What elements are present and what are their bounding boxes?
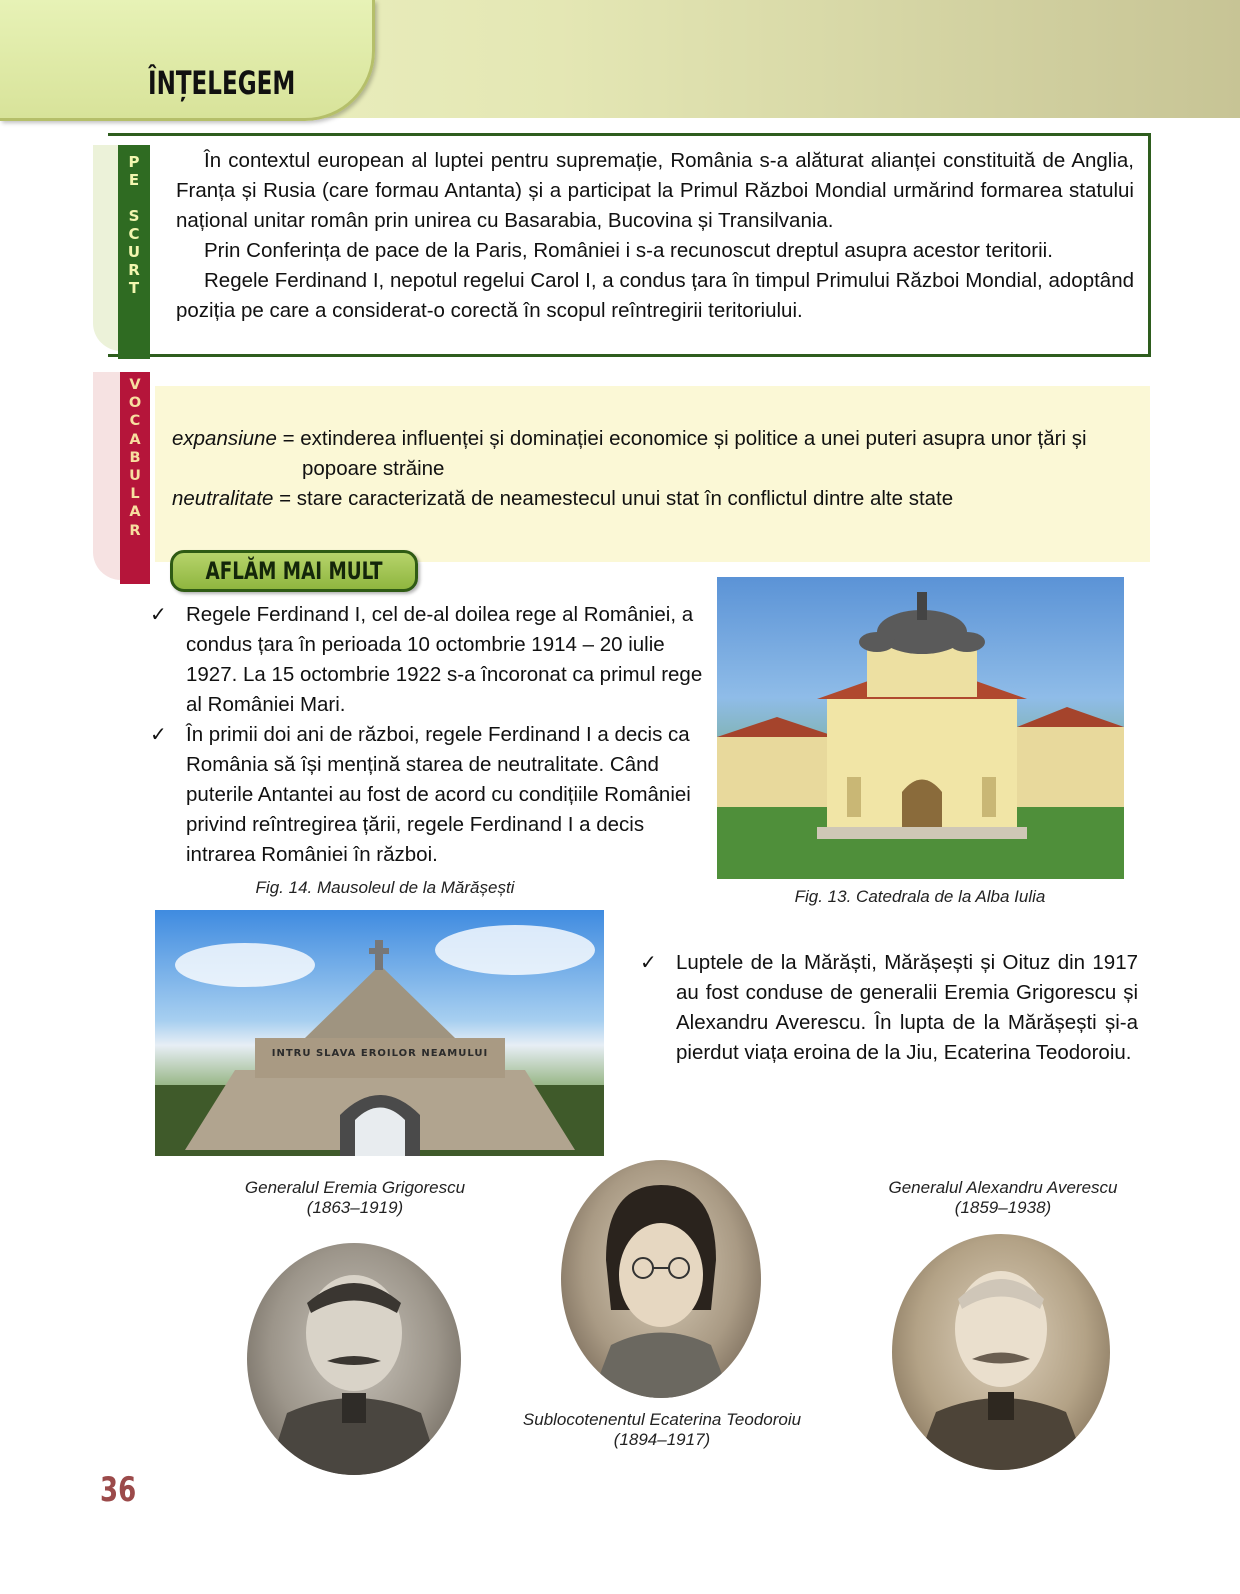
portrait-caption xyxy=(497,1410,827,1450)
mausoleum-photo xyxy=(155,910,604,1156)
bullet-row xyxy=(640,948,1138,1068)
figure-caption: Fig. 13. Catedrala de la Alba Iulia xyxy=(794,887,1046,906)
portrait-name: Generalul Eremia Grigorescu xyxy=(244,1178,466,1197)
paragraph: Regele Ferdinand I, nepotul regelui Carol I, a condus țara în timpul Primului Război Mondial, adoptând poziția pe care a considerat-o corectă în scopul reîntregirii teritoriului. xyxy=(176,269,1134,322)
label-letter: C xyxy=(129,413,141,430)
vocab-entry xyxy=(172,424,1142,484)
label-letter: R xyxy=(129,522,141,539)
label-letter: A xyxy=(129,431,141,448)
portrait-years: (1859–1938) xyxy=(954,1198,1052,1217)
label-letter: P xyxy=(128,153,140,171)
check-icon: ✓ xyxy=(150,724,167,746)
label-letter: T xyxy=(128,279,140,297)
section-title: ÎNȚELEGEM xyxy=(148,64,296,102)
pe-scurt-label xyxy=(118,145,150,359)
portrait-caption xyxy=(205,1178,505,1218)
bullet-text: În primii doi ani de război, regele Ferdinand I a decis ca România să își mențină starea de neutralitate. Când puterile Antantei au fost de acord cu condițiile României privind reîntregirea țării, regele Ferdinand I a decis intrarea României în război. xyxy=(186,723,691,866)
mausoleum-illustration xyxy=(155,910,604,1156)
figure-caption: Fig. 14. Mausoleul de la Mărășești xyxy=(255,878,515,897)
portrait-illustration xyxy=(892,1234,1110,1470)
paragraph: În contextul european al luptei pentru supremație, România s-a alăturat alianței constituită de Anglia, Franța și Rusia (care formau Antanta) și a participat la Primul Război Mondial urmărind formarea statului național unitar român prin unirea cu Basarabia, Bucovina și Transilvania. xyxy=(176,149,1134,232)
pe-scurt-strip-bg xyxy=(93,145,121,351)
cathedral-photo xyxy=(717,577,1124,879)
label-letter: U xyxy=(127,243,141,261)
page-number: 36 xyxy=(100,1470,137,1510)
check-icon: ✓ xyxy=(150,604,167,626)
bullet-text: Luptele de la Mărăști, Mărășești și Oituz din 1917 au fost conduse de generalii Eremia Grigorescu și Alexandru Averescu. În lupta de la Mărășești și-a pierdut viața eroina de la Jiu, Ecaterina Teodoroiu. xyxy=(676,951,1138,1064)
label-letter: E xyxy=(128,171,140,189)
paragraph: Prin Conferința de pace de la Paris, României i s-a recunoscut dreptul asupra acestor teritorii. xyxy=(204,239,1053,262)
bullet-text: Regele Ferdinand I, cel de-al doilea rege al României, a condus țara în perioada 10 octombrie 1914 – 20 iulie 1927. La 15 octombrie 1922 s-a încoronat ca primul rege al României Mari. xyxy=(186,603,703,716)
label-letter: C xyxy=(128,225,140,243)
portrait-alexandru-averescu xyxy=(892,1234,1110,1470)
portrait-years: (1894–1917) xyxy=(613,1430,711,1449)
label-letter: R xyxy=(128,261,140,279)
portrait-eremia-grigorescu xyxy=(247,1243,461,1475)
header-tab xyxy=(0,0,375,121)
portrait-name: Generalul Alexandru Averescu xyxy=(888,1178,1118,1197)
vocab-term: expansiune xyxy=(172,427,277,450)
aflam-mai-mult-title: AFLĂM MAI MULT xyxy=(205,557,383,585)
label-letter: O xyxy=(128,395,142,412)
pe-scurt-text xyxy=(176,146,1134,326)
portrait-caption xyxy=(848,1178,1158,1218)
vocab-definition: = stare caracterizată de neamestecul unui stat în conflictul dintre alte state xyxy=(279,487,954,510)
aflam-mai-mult-banner xyxy=(170,550,418,592)
portrait-name: Sublocotenentul Ecaterina Teodoroiu xyxy=(522,1410,802,1429)
vocab-entry xyxy=(172,484,1142,514)
vocab-definition: = extinderea influenței și dominației economice și politice a unei puteri asupra unor țări și popoare străine xyxy=(282,427,1087,480)
vocabular-strip-bg xyxy=(93,372,121,580)
list-item xyxy=(640,948,1138,1068)
bullet-list xyxy=(150,600,710,870)
portrait-years: (1863–1919) xyxy=(306,1198,404,1217)
vocabular-text xyxy=(172,424,1142,514)
vocabular-label xyxy=(120,372,150,584)
list-item xyxy=(150,600,710,720)
label-letter: U xyxy=(129,468,141,485)
portrait-illustration xyxy=(247,1243,461,1475)
mausoleum-inscription: INTRU SLAVA EROILOR NEAMULUI xyxy=(271,1048,489,1059)
label-letter: L xyxy=(130,486,140,503)
cathedral-illustration xyxy=(717,577,1124,879)
list-item xyxy=(150,720,710,870)
label-letter: A xyxy=(129,504,141,521)
portrait-ecaterina-teodoroiu xyxy=(561,1160,761,1398)
check-icon: ✓ xyxy=(640,952,657,974)
label-letter: S xyxy=(128,207,140,225)
label-letter: B xyxy=(129,449,141,466)
vocab-term: neutralitate xyxy=(172,487,274,510)
label-letter: V xyxy=(129,377,141,393)
portrait-illustration xyxy=(561,1160,761,1398)
